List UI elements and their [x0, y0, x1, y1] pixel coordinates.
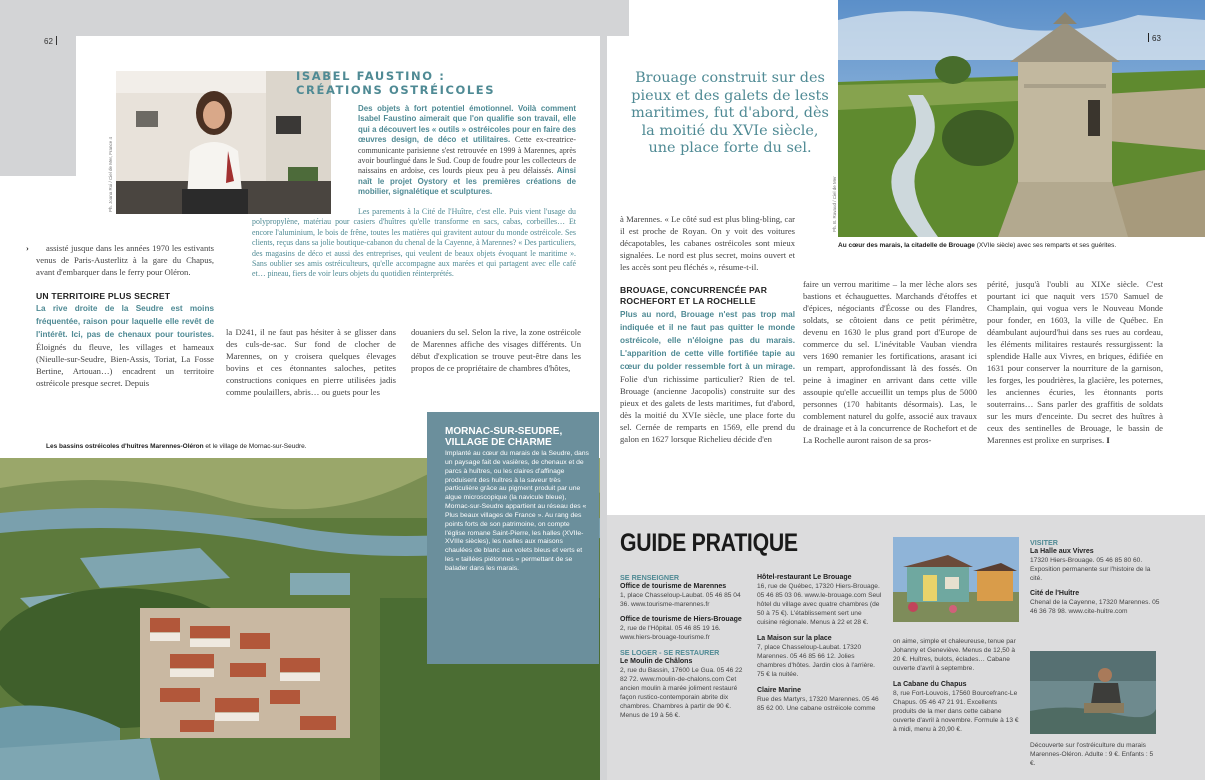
claire-marine-text: Rue des Martyrs, 17320 Marennes. 05 46 85 62 00. Une cabane ostréicole comme: [757, 696, 879, 712]
sidebar-text: Implanté au cœur du marais de la Seudre, dans un paysage fait de vasières, de chenaux et de parcs à huîtres, ou les claires d'affinage produisent des huîtres à la saveur très particulière grâce au pigment produit par une algue microscopique (la navicule bleue), Mornac-sur-Seudre appartient au réseau des « Plus beaux villages de France ». Au rang des points forts de son patrimoine, on compte l'église romane Saint-Pierre, les halles (XVIIe-XVIIIe siècles), les ruelles aux maisons chaulées de blanc aux volets bleus et verts et les « taillées piétonnes » permettant de se balader dans les marais.: [445, 450, 589, 572]
col3-text: douaniers du sel. Selon la rive, la zone ostréicole de Marennes affiche des visages différents. Un début d'explication se trouve peut-être dans les propos de ce propriétaire de chambres d'hôtes,: [411, 327, 581, 373]
continuation-arrow: ›: [26, 243, 29, 253]
portrait-text-continued: [252, 207, 576, 280]
guide-col-1: [620, 573, 750, 720]
sidebar-title-line1: MORNAC-SUR-SEUDRE,: [445, 426, 563, 437]
guide-col-4: [1030, 538, 1160, 616]
portrait-text-block: [358, 104, 576, 198]
right-page: [607, 0, 1205, 780]
cite-huitre-title: Cité de l'Huître: [1030, 590, 1080, 597]
claire-marine-title: Claire Marine: [757, 687, 801, 694]
office-marennes-text: 1, place Chasseloup-Laubat. 05 46 85 04 36. www.tourisme-marennes.fr: [620, 592, 741, 608]
pull-quote: Brouage construit sur des pieux et des galets de lests maritimes, fut d'abord, dès la moitié du XVIe siècle, une place forte du sel.: [631, 70, 829, 156]
citadel-caption-bold: Au cœur des marais, la citadelle de Brouage: [838, 242, 975, 249]
portrait-title-line1: ISABEL FAUSTINO :: [296, 69, 446, 83]
right-column-c: [987, 278, 1163, 446]
citadel-caption-text: (XVIIe siècle) avec ses remparts et ses guérites.: [974, 242, 1117, 249]
guide-col-2: [757, 573, 882, 713]
right-header-band: [607, 0, 629, 36]
loger-heading: SE LOGER - SE RESTAURER: [620, 648, 720, 657]
portrait-paragraph-1: Cette ex-creatrice-communicante parisienne s'est retrouvée en 1999 à Marennes, après avoir bourlingué dans le Sud. Coup de foudre pour les collecteurs de naissains en ardoise, ces lourds pieux peu à peu délaissés.: [358, 135, 577, 176]
brouage-text: Folie d'un richissime particulier? Rien de tel. Brouage (ancienne Jacopolis) construite sur des pieux et des galets de lests maritimes, fut d'abord, dès la moitié du XVIe siècle, une place forte du sel. Cernée de remparts en 1569, elle prend du galon en 1627 lorsque Richelieu décide d'en: [620, 374, 795, 444]
portrait-paragraph-2: Les parements à la Cité de l'Huître, c'est elle. Puis vient l'usage du polypropylène, matériau pour casiers d'huîtres qu'elle transforme en sacs, cabas, corbeilles… Et encore l'aluminium, le bois de frêne, toutes les matières qui gravitent autour du monde ostréicole. Ses clients, reçus dans sa jolie boutique-cabanon du chenal de la Cayenne, à Marennes? « Des particuliers, des magasins de déco et aussi des entreprises, qui veulent de beaux objets évoquant le maritime ». Sans oublier ses amis ostréiculteurs, qu'elle accompagne aux marées et qui partagent avec elle café et… pineau, fiers de voir leurs objets du quotidien réinterprétés.: [252, 207, 576, 279]
portrait-photo-credit: Ph. Joana Rui / Ciel de Mer, France 4: [108, 136, 113, 212]
cabane-chapus-text: 8, rue Fort-Louvois, 17560 Bourcefranc-Le Chapus. 05 46 47 21 91. Excellents produits de la mer dans cette cabane ouverte d'avril à novembre. Formule à 13 € à midi, menu à 20,90 €.: [893, 690, 1019, 733]
portrait-paragraph-1-bold: Ainsi naît le projet Oystory et les premières créations de mobilier, signalétique et sculptures.: [358, 166, 576, 197]
territory-lead: La rive droite de la Seudre est moins fréquentée, raison pour laquelle elle revêt de l'intérêt. Ici, pas de chenaux pour touristes.: [36, 304, 214, 339]
left-column-3: [411, 326, 581, 374]
guide-col-3: [893, 637, 1019, 734]
cite-huitre-text: Chenal de la Cayenne, 17320 Marennes. 05 46 36 78 98. www.cite-huitre.com: [1030, 599, 1160, 615]
office-hiers-text: 2, rue de l'Hôpital. 05 46 85 19 16. www.hiers-brouage-tourisme.fr: [620, 625, 721, 641]
halle-vivres-text: 17320 Hiers-Brouage. 05 46 85 80 60. Exposition permanente sur l'histoire de la cité.: [1030, 557, 1151, 582]
aerial-caption-bold: Les bassins ostréicoles d'huîtres Marennes-Oléron: [46, 443, 204, 450]
left-margin-band: [0, 36, 76, 176]
mornac-sidebar: [427, 412, 599, 664]
col2-text: la D241, il ne faut pas hésiter à se glisser dans des culs-de-sac. Sur fond de clocher de Marennes, on y croisera quelques élevages bovins et ces étonnantes saloches, petites constructions coniques en pierre utilisées jadis comme poulaillers, abris… ou guets pour les: [226, 327, 396, 397]
portrait-lead: Des objets à fort potentiel émotionnel. Voilà comment Isabel Faustino aimerait que l'on qualifie son travail, elle qui a découvert les « outils » ostréicoles pour en faire des œuvres design, de déco et utilitaires.: [358, 104, 576, 145]
brouage-lead: Plus au nord, Brouage n'est pas trop mal indiquée et il ne faut pas quitter le monde ostréicole, elle n'éloigne pas du marais. L'apparition de cette ville fortifiée tapie au cœur du polder ressemble fort à un mirage.: [620, 310, 795, 371]
office-hiers-title: Office de tourisme de Hiers-Brouage: [620, 616, 742, 623]
moulin-text: 2, rue du Bassin, 17600 Le Gua. 05 46 22 82 72. www.moulin-de-chalons.com Cet ancien moulin à marée joliment restauré façon rustico-contemporain abrite dix chambres. Chambres à partir de 90 €. Menus de 19 à 56 €.: [620, 667, 743, 719]
office-marennes-title: Office de tourisme de Marennes: [620, 583, 727, 590]
portrait-title-line2: CRÉATIONS OSTRÉICOLES: [296, 83, 496, 97]
territory-heading: UN TERRITOIRE PLUS SECRET: [36, 291, 171, 301]
aerial-caption-text: et le village de Mornac-sur-Seudre.: [203, 443, 307, 450]
right-column-b: [803, 278, 977, 446]
moulin-title: Le Moulin de Châlons: [620, 658, 693, 665]
hotel-brouage-title: Hôtel-restaurant Le Brouage: [757, 574, 852, 581]
maison-place-title: La Maison sur la place: [757, 635, 832, 642]
col1-intro: assisté jusque dans les années 1970 les estivants venus de Paris-Austerlitz à la gare du Chapus, avant d'embarquer dans le ferry pour Oléron.: [36, 243, 214, 277]
right-column-a: [620, 213, 795, 445]
guide-pratique-box: [607, 515, 1205, 780]
guide-title: GUIDE PRATIQUE: [620, 529, 798, 557]
halle-vivres-title: La Halle aux Vivres: [1030, 548, 1094, 555]
maison-place-text: 7, place Chasseloup-Laubat. 17320 Marennes. 05 46 85 66 12. Jolies chambres d'hôtes. Jardin clos à l'arrière. 75 € la nuitée.: [757, 644, 875, 678]
claire-marine-continued: on aime, simple et chaleureuse, tenue par Johanny et Geneviève. Menus de 12,50 à 20 €. Huîtres, bulots, éclades… Cabane ouverte d'avril à septembre.: [893, 638, 1016, 672]
page-number-rule: [56, 36, 57, 45]
citadel-caption: [838, 242, 1205, 249]
visiter-heading: VISITER: [1030, 538, 1058, 547]
portrait-section-title: [296, 69, 576, 97]
aerial-caption: [46, 443, 406, 450]
page-number-right: 63: [1152, 34, 1161, 43]
left-column-1: [26, 242, 214, 389]
colB-text: faire un verrou maritime – la mer lèche alors ses bastions et échauguettes. Marchands d'étoffes et d'épices, négociants d'Écosse ou des Flandres, soldats, se côtoient dans ce petit périmètre, devenu en 1630 le plus grand port d'Europe de commerce du sel. L'inévitable Vauban viendra vers 1690 remanier les fortifications, arasant ici un rempart, approfondissant là des fossés. On peine à imaginer en arrivant dans cette ville assoupie qu'elle accueillit un temps plus de 5000 personnes (170 habitants désormais). Las, le comblement naturel du golfe, associé aux travaux de drainage et à la concurrence de Rochefort et de La Rochelle auront raison de sa pros-: [803, 279, 977, 445]
cabin-photo: [893, 537, 1019, 622]
brouage-heading-line2: ROCHEFORT ET LA ROCHELLE: [620, 296, 756, 306]
colC-text: périté, jusqu'à l'oubli au XIXe siècle. C'est pourtant ici que naquit vers 1570 Samuel de Champlain, qui vogua vers le Nouveau Monde pour fonder, en 1603, la ville de Québec. En déambulant aujourd'hui dans ses rues au cordeau, les éléments militaires restaurés ressurgissent: la splendide Halle aux Vivres, en briques, édifiée en 1631 pour conserver la nourriture de la garnison, les forges, les poudrières, la glacière, les poternes, les anciennes écuries, les étonnants ports souterrains… Sans parler des graffitis de soldats sur les murs d'enceinte. Du secret des huîtres à ceux des sentinelles de Brouage, le bassin de Marennes est prolixe en surprises.: [987, 279, 1163, 445]
guide-col-4-bottom: [1030, 741, 1160, 768]
citadel-photo-credit: Ph. B. Ravaud / Ciel de Mer: [832, 176, 837, 232]
oyster-farmer-photo: [1030, 651, 1156, 734]
brouage-heading-line1: BROUAGE, CONCURRENCÉE PAR: [620, 285, 768, 295]
page-number-left: 62: [44, 37, 53, 46]
sidebar-title-line2: VILLAGE DE CHARME: [445, 437, 552, 448]
hotel-brouage-text: 16, rue de Québec, 17320 Hiers-Brouage. 05 46 85 03 06. www.le-brouage.com Seul hôtel du village avec quatre chambres (de 50 à 75 €). L'établissement sert une cuisine régionale. Menus à 22 et 28 €.: [757, 583, 882, 626]
renseigner-heading: SE RENSEIGNER: [620, 573, 680, 582]
left-column-2: [226, 326, 396, 398]
cabane-chapus-title: La Cabane du Chapus: [893, 681, 967, 688]
header-band: [0, 0, 600, 36]
territory-text: Éloignés du fleuve, les villages et hameaux (Nieulle-sur-Seudre, Bien-Assis, Toriat, La Fosse Bertine, Artouan…) encadrent un territoire ostréicole presque secret. Depuis: [36, 342, 214, 388]
left-page: [0, 0, 600, 780]
sidebar-title: [445, 426, 589, 448]
citadel-photo: [838, 0, 1205, 237]
brouage-heading: [620, 285, 795, 307]
end-mark: I: [1106, 435, 1110, 445]
cite-huitre-description: Découverte sur l'ostréiculture du marais Marennes-Oléron. Adulte : 9 €. Enfants : 5 €.: [1030, 742, 1154, 767]
page-number-right-rule: [1148, 33, 1149, 42]
colA-intro: à Marennes. « Le côté sud est plus bling-bling, car il est proche de Royan. On y voit des voitures décapotables, les cabanes ostréicoles sont mieux signalées. Le nord est plus secret, moins ouvert et les accès sont peu fléchés », résume-t-il.: [620, 214, 795, 272]
